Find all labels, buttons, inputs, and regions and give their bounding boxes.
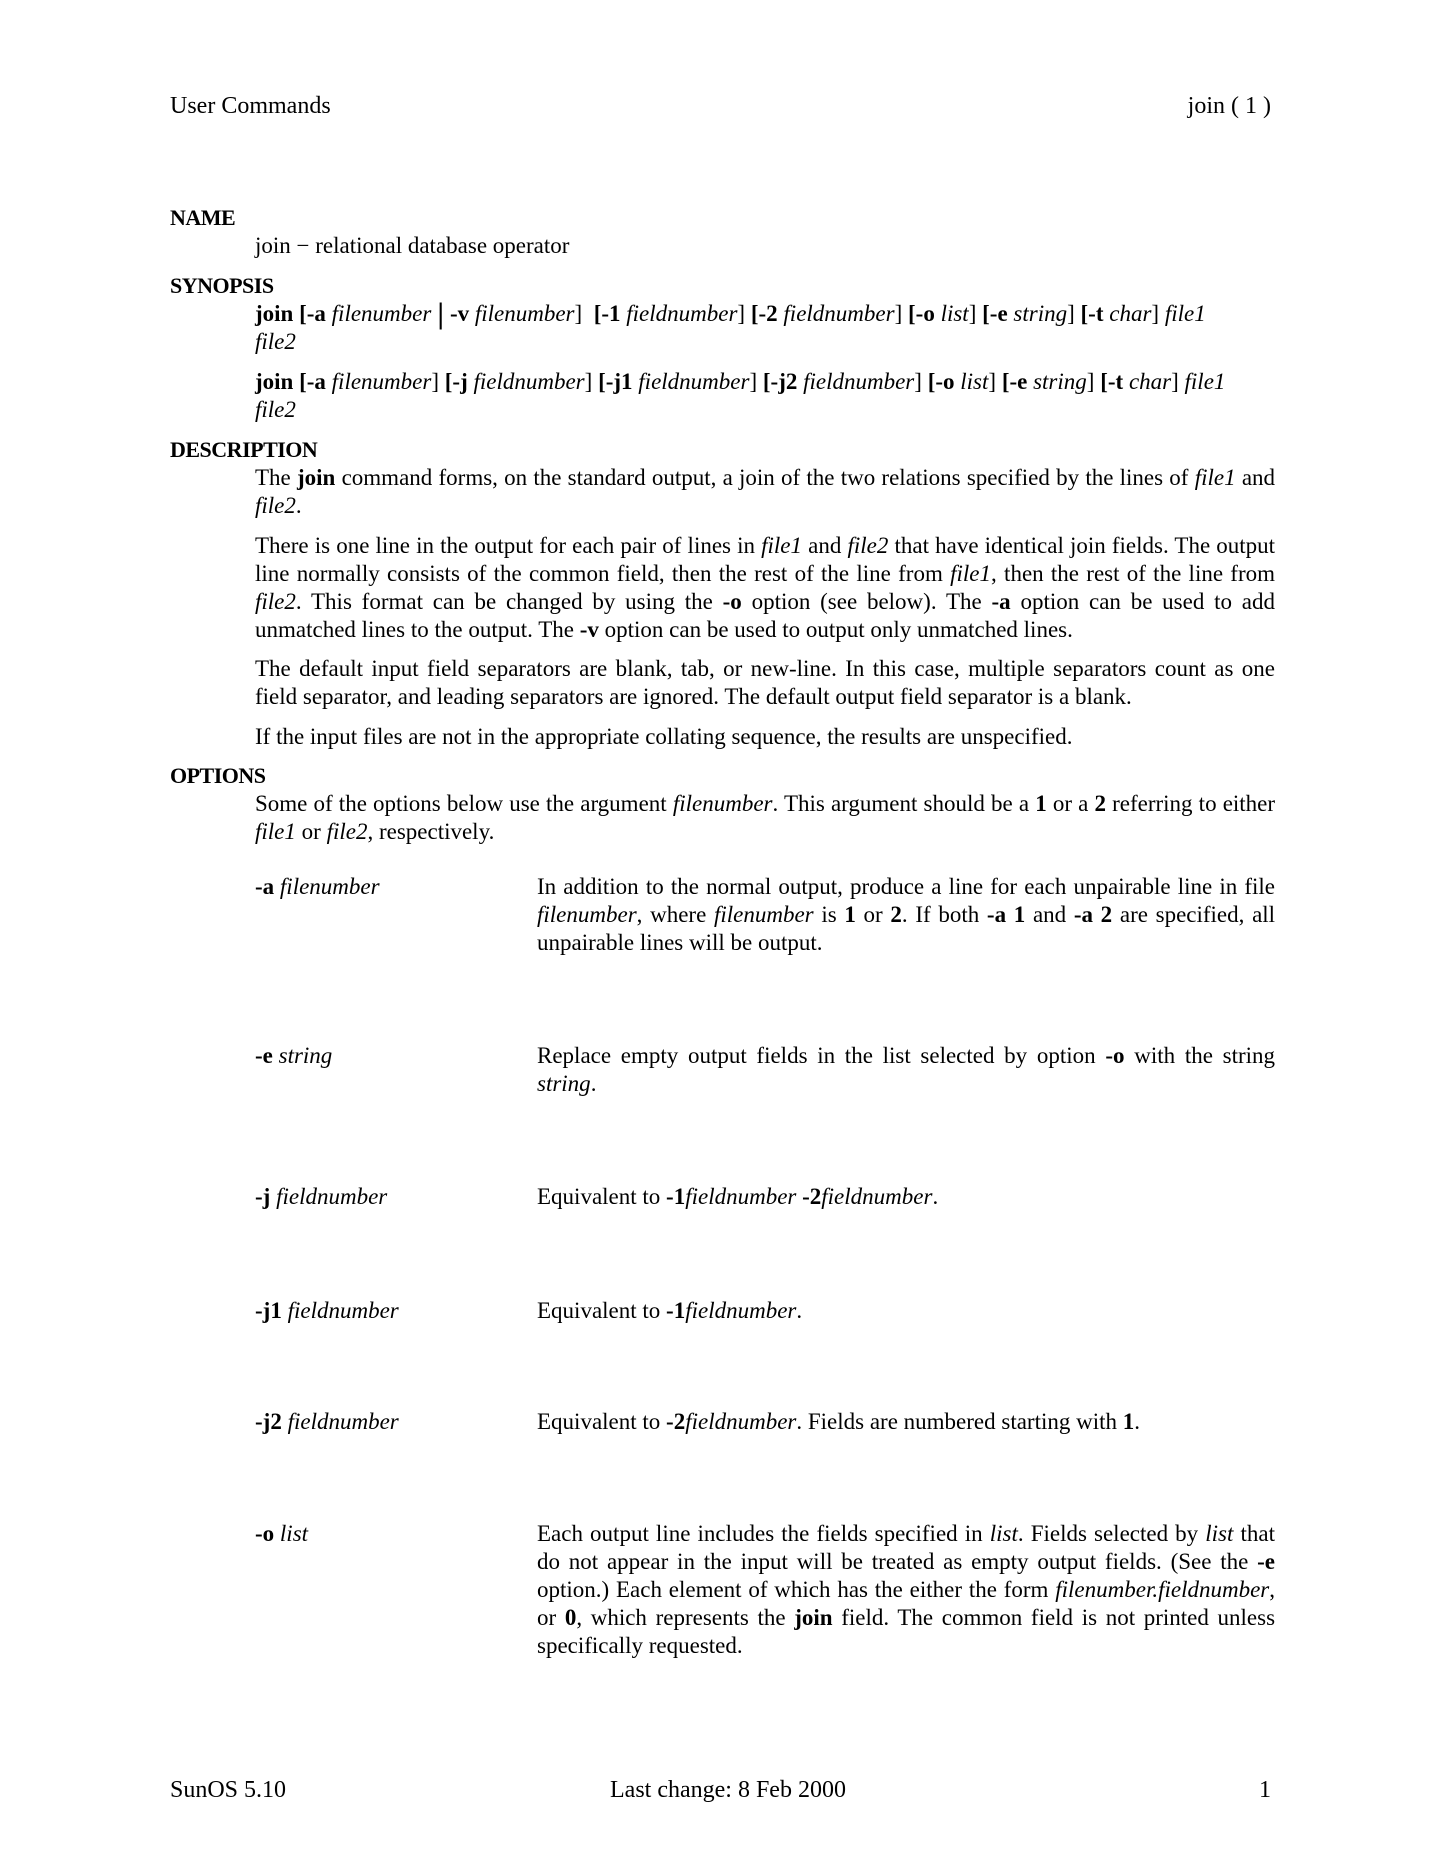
opt-a-flag: -a (255, 874, 275, 899)
opt-j-flag: -j (255, 1184, 271, 1209)
option-a-description (537, 873, 1275, 957)
desc-p1-t4: . (295, 493, 302, 518)
desc-p2-i3: file1 (950, 561, 992, 586)
opt-e-d-t3: . (590, 1071, 597, 1096)
option-j-description (537, 1183, 1275, 1211)
syn2-o-close: ] (988, 369, 997, 394)
options-intro (255, 790, 1275, 846)
opt-intro-t4: referring to either (1112, 791, 1276, 816)
opt-o-d-i1: list (989, 1521, 1018, 1546)
opt-j2-d-i1: fieldnumber (685, 1409, 797, 1434)
opt-j-d-t2: . (932, 1184, 939, 1209)
syn2-j1-flag: [-j1 (598, 369, 633, 394)
description-paragraph-4: If the input files are not in the appropriate collating sequence, the results are unspecified. (255, 724, 1073, 749)
opt-a-d-t7: are specified, all unpairable lines will be output. (537, 902, 1276, 955)
opt-intro-b2: 2 (1094, 791, 1106, 816)
opt-intro-t2: . This argument should be a (772, 791, 1030, 816)
opt-j1-d-b1: -1 (666, 1298, 686, 1323)
syn1-f1-close: ] (737, 301, 746, 326)
desc-p2-t2: and (808, 533, 842, 558)
opt-j-arg: fieldnumber (276, 1184, 388, 1209)
opt-j-d-t1: Equivalent to (537, 1184, 661, 1209)
syn2-j-close: ] (584, 369, 593, 394)
syn1-f2-arg: fieldnumber (783, 301, 895, 326)
page-header-left: User Commands (170, 93, 331, 119)
syn1-separator: | (437, 297, 444, 330)
opt-o-d-t3: that do not appear in the input will be treated as empty output fields. (See the (537, 1521, 1275, 1574)
syn2-file1: file1 (1184, 369, 1226, 394)
opt-intro-i3: file2 (326, 819, 368, 844)
syn2-j2-close: ] (914, 369, 922, 394)
opt-a-d-t5: . If both (901, 902, 980, 927)
section-title-name: NAME (170, 205, 236, 230)
syn2-e-flag: [-e (1001, 369, 1028, 394)
opt-o-d-i3: filenumber.fieldnumber (1055, 1577, 1270, 1602)
syn2-o-arg: list (960, 369, 989, 394)
opt-o-flag: -o (255, 1521, 275, 1546)
opt-j1-d-t1: Equivalent to (537, 1298, 661, 1323)
opt-o-d-t4: option.) Each element of which has the either the form (537, 1577, 1049, 1602)
desc-p1-i2: file2 (255, 493, 296, 518)
opt-o-d-t5: , or (537, 1577, 1276, 1630)
synopsis-line-2 (255, 368, 1275, 424)
opt-a-d-i2: filenumber (713, 902, 814, 927)
opt-a-d-t2: , where (636, 902, 707, 927)
opt-j-d-i1: fieldnumber (685, 1184, 797, 1209)
opt-j2-flag: -j2 (255, 1409, 282, 1434)
opt-o-d-b3: join (794, 1605, 833, 1630)
opt-o-arg: list (279, 1521, 309, 1546)
syn2-a-flag: [-a (299, 369, 326, 394)
opt-intro-i1: filenumber (672, 791, 773, 816)
option-a-name (255, 873, 525, 901)
opt-e-d-b1: -o (1105, 1043, 1125, 1068)
syn1-e-arg: string (1013, 301, 1068, 326)
desc-p2-b1: -o (722, 589, 742, 614)
opt-a-d-t1: In addition to the normal output, produce a line for each unpairable line in file (537, 874, 1275, 899)
desc-p1-b1: join (297, 465, 336, 490)
opt-o-d-t1: Each output line includes the fields specified in (537, 1521, 983, 1546)
opt-a-d-b1: 1 (844, 902, 856, 927)
opt-j2-d-b1: -2 (666, 1409, 686, 1434)
desc-p2-b3: -v (579, 617, 599, 642)
opt-o-d-t6: , which represents the (576, 1605, 786, 1630)
opt-intro-t6: , respectively. (367, 819, 495, 844)
desc-p2-b2: -a (991, 589, 1011, 614)
desc-p2-i4: file2 (255, 589, 296, 614)
syn1-t-arg: char (1109, 301, 1152, 326)
desc-p1-t2: command forms, on the standard output, a join of the two relations specified by the lines of (341, 465, 1189, 490)
syn1-v-flag: -v (449, 301, 470, 326)
opt-j2-d-t2: . Fields are numbered starting with (796, 1409, 1118, 1434)
desc-p2-t3: that have identical join fields. The output line normally consists of the common field, then the rest of the line from (255, 533, 1276, 586)
option-o-description (537, 1520, 1275, 1660)
opt-j1-arg: fieldnumber (287, 1298, 399, 1323)
section-title-options: OPTIONS (170, 763, 266, 788)
syn1-file2: file2 (255, 329, 296, 354)
opt-a-d-t6: and (1032, 902, 1067, 927)
syn2-a-close: ] (431, 369, 439, 394)
syn2-j2-arg: fieldnumber (803, 369, 915, 394)
syn1-f2-flag: [-2 (750, 301, 778, 326)
opt-e-d-t2: with the string (1134, 1043, 1276, 1068)
opt-j1-flag: -j1 (255, 1298, 282, 1323)
syn2-j1-close: ] (749, 369, 758, 394)
option-j2-name (255, 1408, 525, 1436)
desc-p1-t3: and (1241, 465, 1276, 490)
opt-j2-arg: fieldnumber (287, 1409, 399, 1434)
option-o-name (255, 1520, 525, 1548)
syn2-file2: file2 (255, 397, 296, 422)
opt-o-d-b2: 0 (564, 1605, 577, 1630)
syn1-e-close: ] (1067, 301, 1075, 326)
description-paragraph-3: The default input field separators are blank, tab, or new-line. In this case, multiple separators count as one field separator, and leading separators are ignored. The default output field separator is a blank. (255, 656, 1275, 709)
syn2-o-flag: [-o (927, 369, 955, 394)
opt-j1-d-i1: fieldnumber (685, 1298, 797, 1323)
opt-a-d-b4: -a 2 (1073, 902, 1113, 927)
desc-p2-t1: There is one line in the output for each pair of lines in (255, 533, 756, 558)
syn2-j-flag: [-j (444, 369, 468, 394)
opt-a-d-b2: 2 (890, 902, 902, 927)
desc-p2-t4: , then the rest of the line from (991, 561, 1276, 586)
syn1-o-flag: [-o (908, 301, 935, 326)
syn1-a-arg: filenumber (331, 301, 432, 326)
opt-o-d-i2: list (1205, 1521, 1234, 1546)
opt-j2-d-b2: 1 (1122, 1409, 1135, 1434)
opt-o-d-b1: -e (1257, 1549, 1275, 1574)
syn2-j2-flag: [-j2 (762, 369, 798, 394)
syn2-a-arg: filenumber (331, 369, 432, 394)
syn1-t-flag: [-t (1080, 301, 1104, 326)
opt-o-d-t2: . Fields selected by (1017, 1521, 1199, 1546)
syn1-o-close: ] (968, 301, 977, 326)
opt-intro-t1: Some of the options below use the argument (255, 791, 667, 816)
opt-j-d-i2: fieldnumber (821, 1184, 933, 1209)
page-header-right: join ( 1 ) (1187, 93, 1271, 119)
opt-intro-t3: or a (1052, 791, 1089, 816)
footer-last-change: Last change: 8 Feb 2000 (610, 1777, 846, 1803)
syn2-j-arg: fieldnumber (473, 369, 585, 394)
section-title-description: DESCRIPTION (170, 437, 318, 462)
syn1-v-close: ] (574, 301, 583, 326)
syn1-f2-close: ] (894, 301, 903, 326)
syn2-t-flag: [-t (1100, 369, 1124, 394)
syn2-t-close: ] (1171, 369, 1179, 394)
opt-a-arg: filenumber (279, 874, 380, 899)
synopsis-line-1 (255, 297, 1275, 356)
syn1-a-flag: [-a (299, 301, 326, 326)
opt-e-arg: string (278, 1043, 333, 1068)
desc-p2-i2: file2 (847, 533, 889, 558)
name-text: join − relational database operator (255, 233, 570, 258)
opt-intro-b1: 1 (1035, 791, 1047, 816)
desc-p2-t5: . This format can be changed by using the (295, 589, 713, 614)
opt-a-d-b3: -a 1 (986, 902, 1026, 927)
opt-a-d-t4: or (863, 902, 883, 927)
opt-a-d-t3: is (821, 902, 837, 927)
opt-intro-t5: or (301, 819, 321, 844)
syn2-e-close: ] (1086, 369, 1095, 394)
opt-j1-d-t2: . (796, 1298, 803, 1323)
section-title-synopsis: SYNOPSIS (170, 273, 274, 298)
option-e-description (537, 1042, 1275, 1098)
syn1-file1: file1 (1164, 301, 1206, 326)
opt-intro-i2: file1 (255, 819, 296, 844)
syn1-f1-flag: [-1 (593, 301, 621, 326)
opt-e-d-t1: Replace empty output fields in the list selected by option (537, 1043, 1096, 1068)
desc-p1-i1: file1 (1194, 465, 1236, 490)
desc-p2-t8: option can be used to output only unmatched lines. (604, 617, 1073, 642)
opt-e-d-i1: string (537, 1071, 591, 1096)
option-j1-description (537, 1297, 1275, 1325)
desc-p2-t6: option (see below). The (751, 589, 982, 614)
opt-j2-d-t1: Equivalent to (537, 1409, 661, 1434)
opt-j-d-b2: -2 (802, 1184, 822, 1209)
option-j2-description (537, 1408, 1275, 1436)
opt-e-flag: -e (255, 1043, 273, 1068)
syn2-t-arg: char (1128, 369, 1172, 394)
syn1-o-arg: list (940, 301, 969, 326)
syn2-cmd: join (255, 369, 294, 394)
opt-o-d-t7: field. The common field is not printed unless specifically requested. (537, 1605, 1276, 1658)
option-j1-name (255, 1297, 525, 1325)
syn1-e-flag: [-e (982, 301, 1008, 326)
opt-j2-d-t3: . (1134, 1409, 1141, 1434)
description-paragraph-2 (255, 532, 1275, 644)
opt-j-d-b1: -1 (666, 1184, 686, 1209)
footer-os-version: SunOS 5.10 (170, 1777, 287, 1803)
opt-a-d-i1: filenumber (537, 902, 637, 927)
syn2-e-arg: string (1033, 369, 1087, 394)
syn1-f1-arg: fieldnumber (626, 301, 738, 326)
syn2-j1-arg: fieldnumber (638, 369, 750, 394)
syn1-cmd: join (255, 301, 294, 326)
desc-p1-t1: The (255, 465, 291, 490)
desc-p2-t7: option can be used to add unmatched lines to the output. The (255, 589, 1275, 642)
option-j-name (255, 1183, 525, 1211)
desc-p2-i1: file1 (761, 533, 803, 558)
syn1-v-arg: filenumber (474, 301, 575, 326)
description-paragraph-1 (255, 464, 1275, 520)
footer-page-number: 1 (1259, 1777, 1271, 1803)
option-e-name (255, 1042, 525, 1070)
syn1-t-close: ] (1151, 301, 1160, 326)
